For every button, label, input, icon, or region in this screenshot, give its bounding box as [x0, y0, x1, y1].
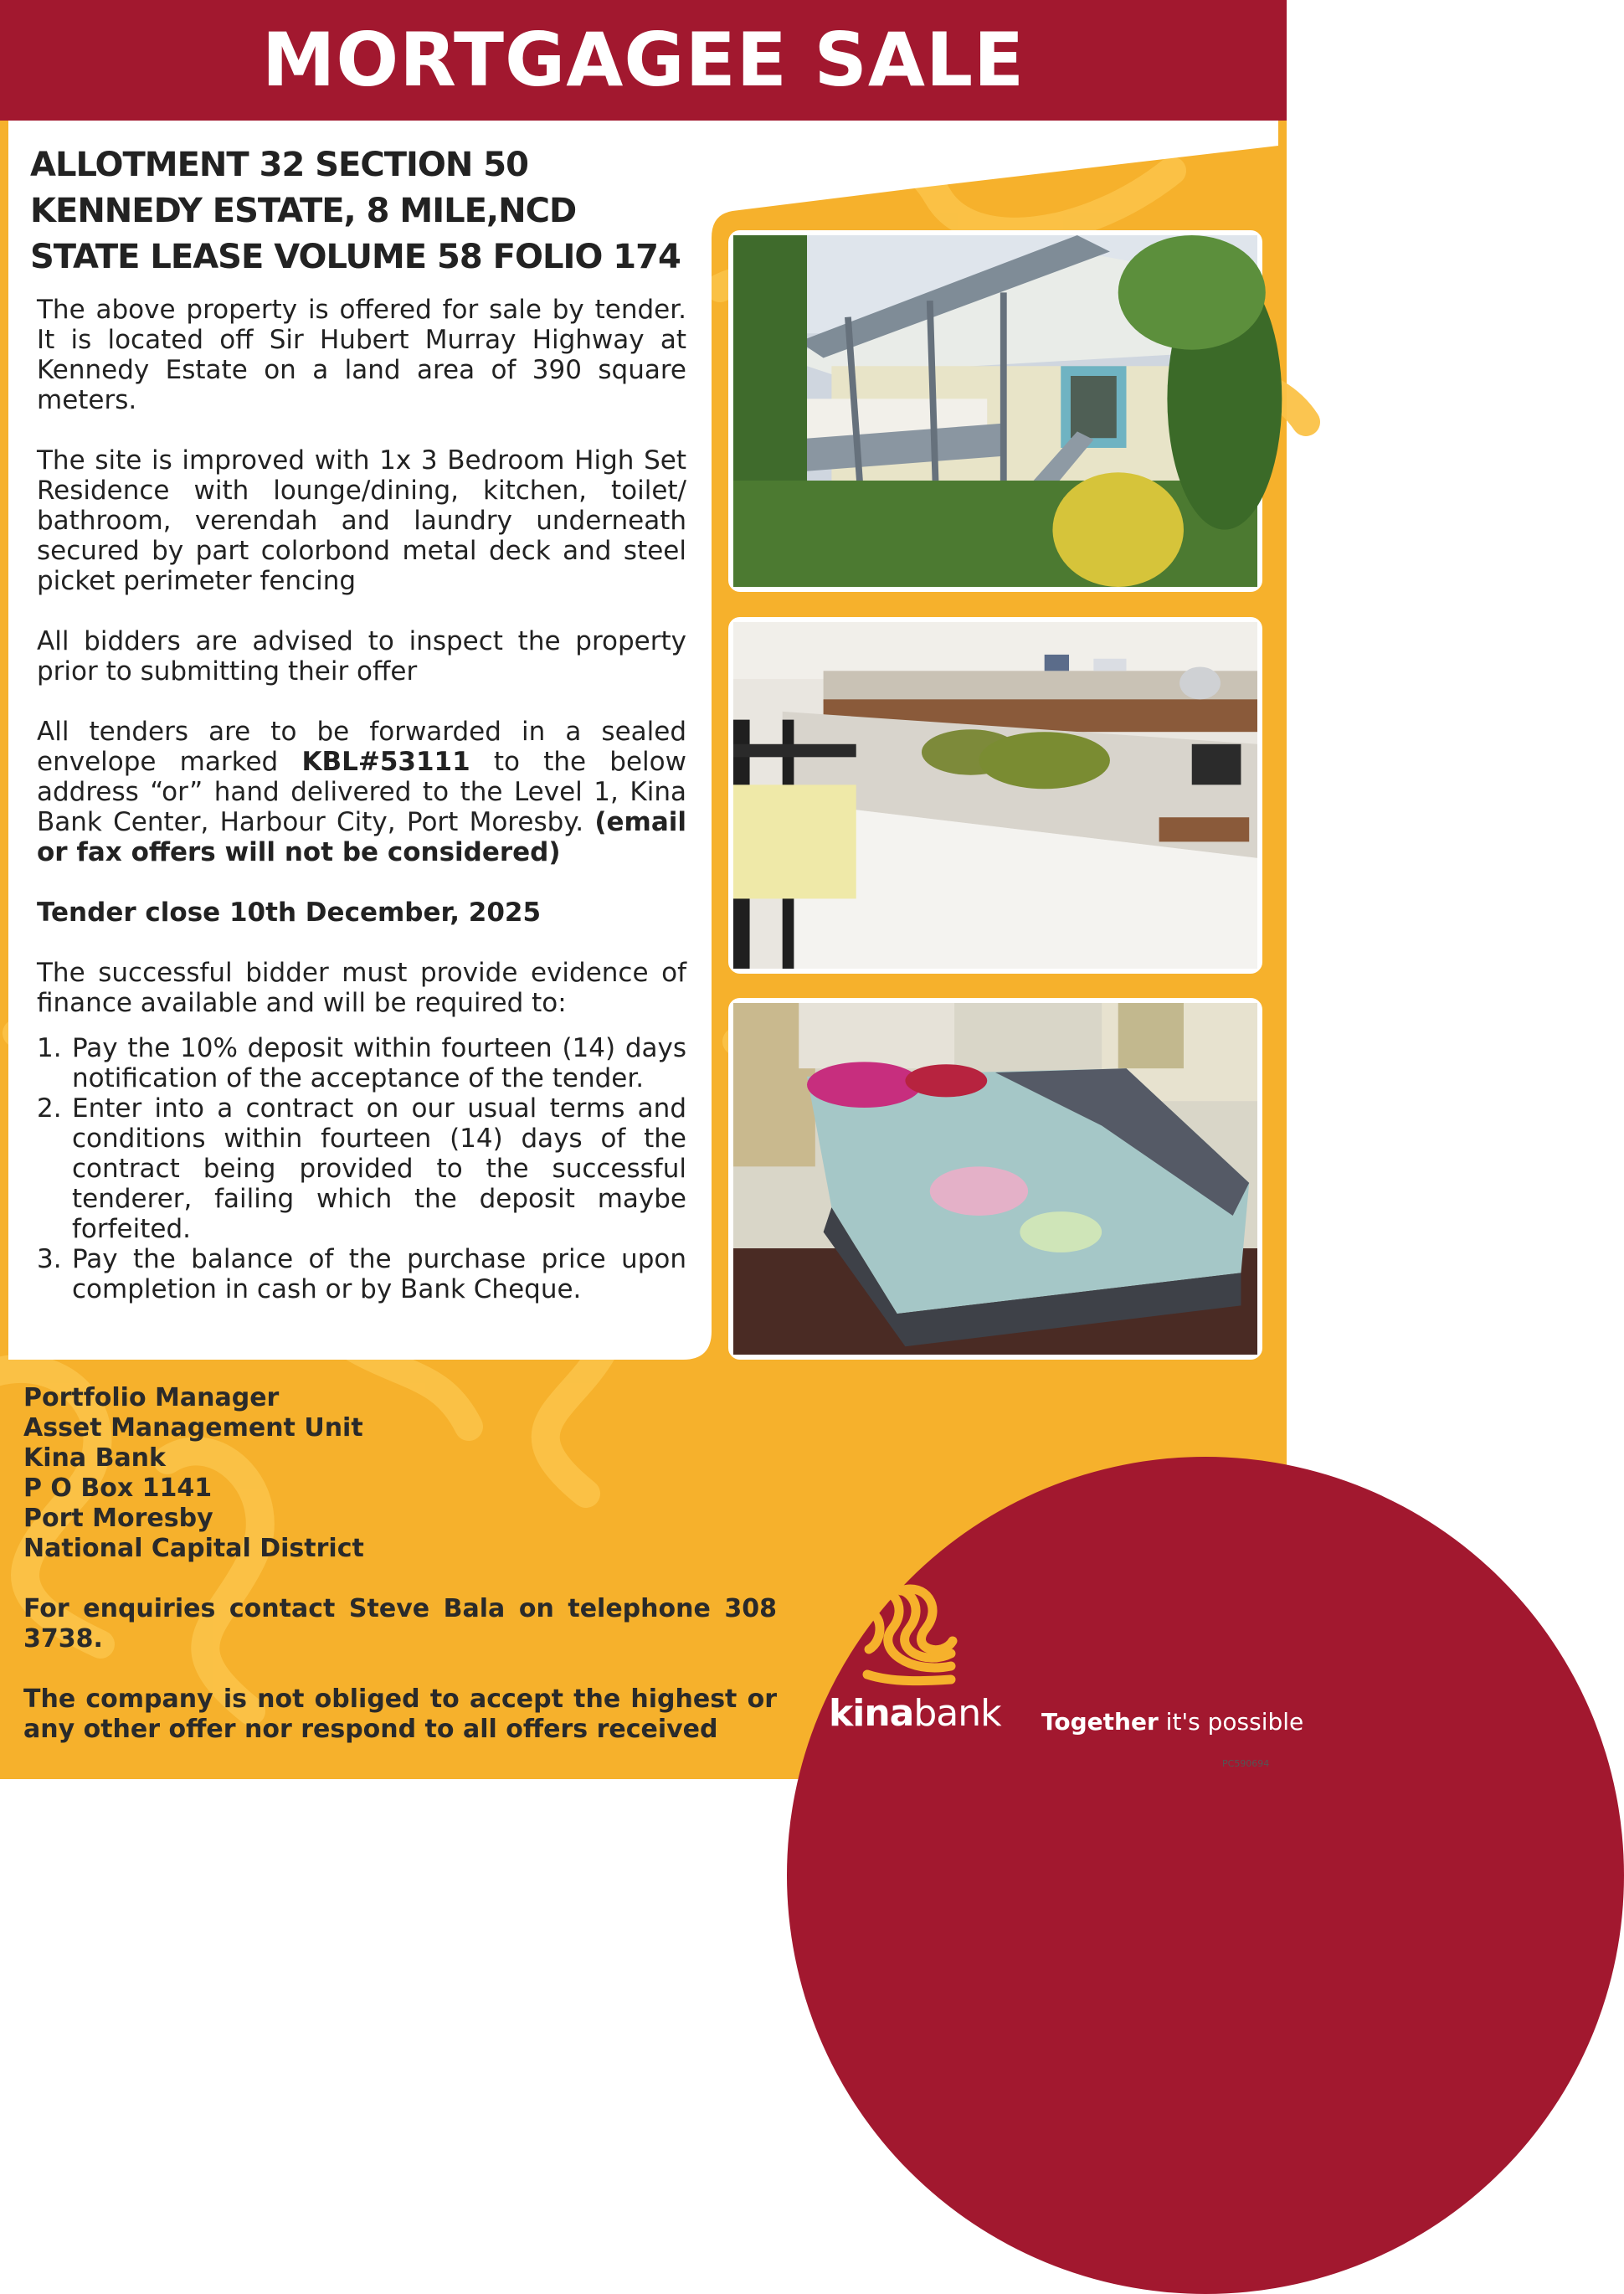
sale-banner: [0, 0, 1287, 121]
tender-close-date: Tender close 10th December, 2025: [37, 898, 542, 928]
tender-submission-paragraph: [37, 717, 686, 867]
enquiries-contact: For enquiries contact Steve Bala on telephone 308 3738.: [23, 1594, 777, 1654]
kitchen-photo: [728, 617, 1262, 974]
condition-item: 1. Pay the 10% deposit within fourteen (14) days notification of the acceptance of the tender.: [37, 1033, 686, 1093]
house-exterior-photo: [728, 230, 1262, 592]
brand-tagline: Together it's possible: [1041, 1708, 1304, 1736]
kinabank-logo: kinabank: [829, 1692, 1001, 1735]
submission-address: to the below address “or” hand delivered to the Level 1, Kina Bank Center, Harbour City, Port Moresby.: [37, 747, 686, 837]
address-line: Port Moresby: [23, 1504, 213, 1533]
property-title: [30, 142, 717, 280]
bedroom-photo: [728, 998, 1262, 1360]
address-line: P O Box 1141: [23, 1474, 213, 1503]
address-line: National Capital District: [23, 1534, 364, 1563]
property-title-line: KENNEDY ESTATE, 8 MILE,NCD: [30, 192, 577, 230]
tender-reference: KBL#53111: [301, 747, 470, 777]
property-title-line: ALLOTMENT 32 SECTION 50: [30, 146, 528, 184]
sale-title: MORTGAGEE SALE: [261, 17, 1025, 103]
contact-section: [23, 1383, 777, 1745]
property-title-line: STATE LEASE VOLUME 58 FOLIO 174: [30, 238, 681, 276]
conditions-list: [37, 1033, 686, 1304]
location-paragraph: The above property is offered for sale by tender. It is located off Sir Hubert Murray Highway at Kennedy Estate on a land area of 390 square meters.: [37, 295, 686, 415]
sale-description: [37, 295, 686, 1304]
submission-text: All tenders are to be forwarded in a sealed envelope marked: [37, 717, 686, 777]
address-line: Kina Bank: [23, 1443, 166, 1473]
kinabank-logo-icon: [859, 1582, 959, 1688]
inspection-paragraph: All bidders are advised to inspect the property prior to submitting their offer: [37, 626, 686, 687]
disclaimer: The company is not obliged to accept the highest or any other offer nor respond to all offers received: [23, 1684, 777, 1744]
address-line: Portfolio Manager: [23, 1383, 280, 1412]
postal-address: [23, 1383, 777, 1564]
no-email-notice: (email or fax offers will not be considered): [37, 807, 686, 867]
finance-requirement: The successful bidder must provide evidence of finance available and will be required to:: [37, 958, 686, 1018]
improvements-paragraph: The site is improved with 1x 3 Bedroom High Set Residence with lounge/dining, kitchen, toilet/ bathroom, verendah and laundry underneath secured by part colorbond metal deck and steel picket perimeter fencing: [37, 445, 686, 596]
condition-item: 2. Enter into a contract on our usual terms and conditions within fourteen (14) days of the contract being provided to the successful tenderer, failing which the deposit maybe forfeited.: [37, 1093, 686, 1244]
address-line: Asset Management Unit: [23, 1413, 363, 1443]
condition-item: 3. Pay the balance of the purchase price upon completion in cash or by Bank Cheque.: [37, 1244, 686, 1304]
ad-reference-code: PC590694: [1222, 1758, 1270, 1769]
